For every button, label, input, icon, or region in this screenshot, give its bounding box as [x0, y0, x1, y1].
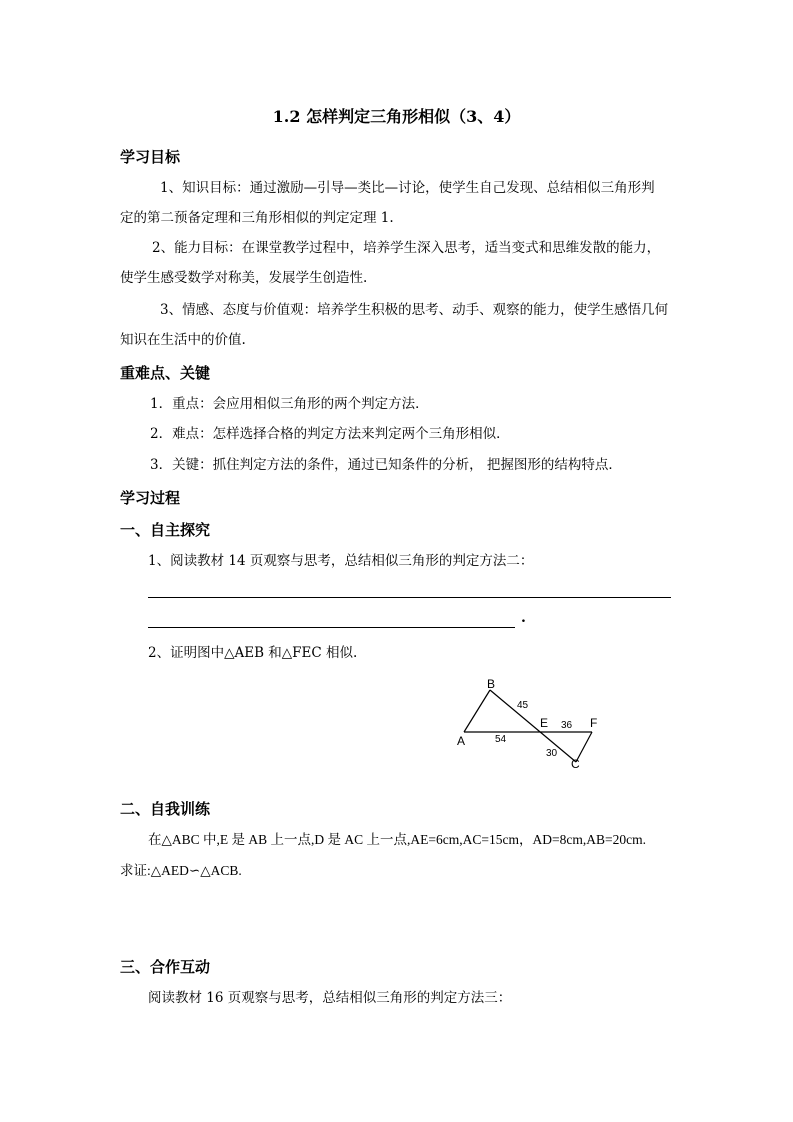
- keypoint-1: 1．重点：会应用相似三角形的两个判定方法．: [150, 396, 429, 412]
- goal-3-line-1: 3、情感、态度与价值观：培养学生积极的思考、动手、观察的能力，使学生感悟几何: [160, 302, 669, 318]
- length-ec: 30: [546, 748, 558, 759]
- segment-ab: [464, 690, 490, 732]
- answer-line-1: [148, 597, 671, 598]
- goal-3-line-2: 知识在生活中的价值.: [120, 332, 246, 348]
- question-2: 2、证明图中△AEB 和△FEC 相似.: [148, 645, 358, 661]
- goals-heading: 学习目标: [120, 148, 181, 166]
- answer-line-2: [148, 627, 515, 628]
- label-f: F: [590, 716, 598, 730]
- exercise-line-1: 在△ABC 中,E 是 AB 上一点,D 是 AC 上一点,AE=6cm,AC=15cm，AD=8cm,AB=20cm.: [148, 832, 646, 847]
- triangle-figure: [440, 670, 620, 780]
- length-be: 45: [517, 700, 529, 711]
- section-3-line-1: 阅读教材 16 页观察与思考，总结相似三角形的判定方法三：: [148, 990, 512, 1006]
- section-2-heading: 二、自我训练: [120, 800, 211, 818]
- label-e: E: [540, 716, 549, 730]
- goal-1-line-2: 定的第二预备定理和三角形相似的判定定理 1.: [120, 210, 394, 226]
- answer-end-period: .: [521, 610, 526, 626]
- page-title: 1.2 怎样判定三角形相似（3、4）: [272, 107, 521, 126]
- process-heading: 学习过程: [120, 489, 181, 507]
- keypoints-heading: 重难点、关键: [120, 364, 211, 382]
- exercise-line-2: 求证:△AED∽△ACB.: [120, 863, 242, 878]
- keypoint-2: 2．难点：怎样选择合格的判定方法来判定两个三角形相似．: [150, 426, 510, 442]
- section-3-heading: 三、合作互动: [120, 958, 211, 976]
- label-c: C: [571, 757, 580, 771]
- label-b: B: [487, 677, 496, 691]
- goal-2-line-2: 使学生感受数学对称美，发展学生创造性.: [120, 270, 368, 286]
- section-1-heading: 一、自主探究: [120, 521, 211, 539]
- goal-2-line-1: 2、能力目标：在课堂教学过程中，培养学生深入思考，适当变式和思维发散的能力，: [152, 240, 661, 256]
- question-1: 1、阅读教材 14 页观察与思考，总结相似三角形的判定方法二：: [148, 553, 534, 569]
- goal-1-line-1: 1、知识目标：通过激励—引导—类比—讨论，使学生自己发现、总结相似三角形判: [160, 180, 655, 196]
- length-ae: 54: [495, 734, 507, 745]
- label-a: A: [457, 734, 466, 748]
- length-ef: 36: [561, 720, 573, 731]
- keypoint-3: 3．关键：抓住判定方法的条件，通过已知条件的分析， 把握图形的结构特点．: [150, 457, 622, 473]
